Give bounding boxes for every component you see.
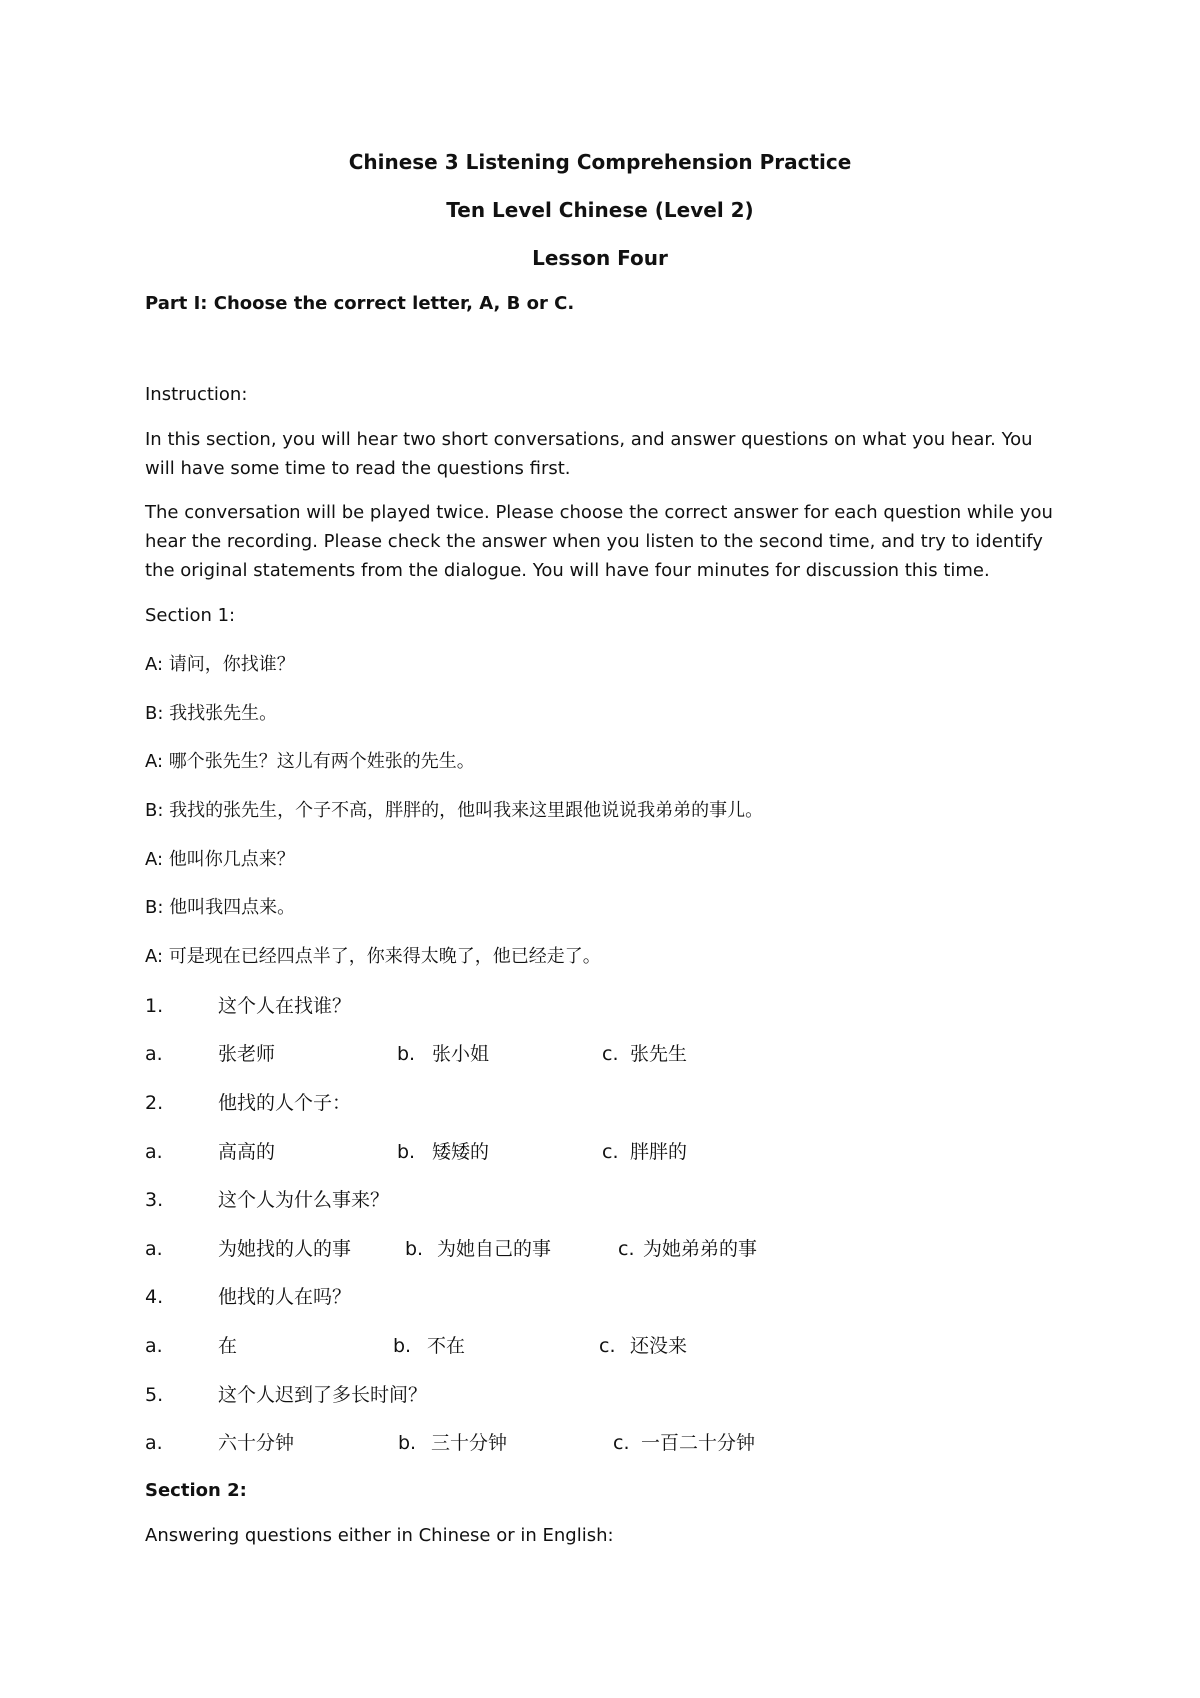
dialogue-line: B: 我找的张先生，个子不高，胖胖的，他叫我来这里跟他说说我弟弟的事儿。 [145,800,764,821]
instruction-paragraph-2: The conversation will be played twice. Please choose the correct answer for each question while you hear the recording. Please check the answer when you listen to the second time, and try to identify the original statements from the dialogue. You will have four minutes for discussion this time. [145,502,1053,581]
option-c: c. 为她弟弟的事 [618,1238,758,1260]
dialogue-line: A: 可是现在已经四点半了，你来得太晚了，他已经走了。 [145,946,601,967]
question-number: 4. [145,1286,164,1308]
dialogue-line: A: 他叫你几点来？ [145,849,295,870]
option-c: c. 胖胖的 [602,1141,688,1163]
question-number: 5. [145,1384,164,1406]
option-c: c. 还没来 [599,1335,688,1357]
dialogue-line: B: 我找张先生。 [145,703,278,724]
option-b: b. 三十分钟 [398,1432,508,1454]
option-c: c. 张先生 [602,1043,688,1065]
option-a: a. 在 [145,1335,238,1357]
dialogue-line: A: 请问，你找谁？ [145,654,295,675]
instruction-paragraph-1: In this section, you will hear two short conversations, and answer questions on what you hear. You will have some time to read the questions first. [145,429,1033,479]
option-a: a. 高高的 [145,1141,276,1163]
option-b: b. 不在 [393,1335,466,1357]
part-heading: Part I: Choose the correct letter, A, B or C. [145,293,575,314]
instruction-label: Instruction: [145,384,248,405]
question-text: 这个人在找谁？ [218,995,352,1017]
document-subtitle: Ten Level Chinese (Level 2) [446,198,754,222]
option-a: a. 六十分钟 [145,1432,295,1454]
document-title: Chinese 3 Listening Comprehension Practice [348,150,852,174]
question-text: 他找的人在吗？ [218,1286,352,1308]
option-b: b. 矮矮的 [397,1141,490,1163]
dialogue-line: B: 他叫我四点来。 [145,897,296,918]
option-c: c. 一百二十分钟 [613,1432,756,1454]
section-2-label: Section 2: [145,1480,247,1501]
option-b: b. 张小姐 [397,1043,490,1065]
question-text: 他找的人个子： [218,1092,352,1114]
question-number: 2. [145,1092,164,1114]
section-2-prompt: Answering questions either in Chinese or in English: [145,1525,614,1546]
option-a: a. 为她找的人的事 [145,1238,352,1260]
option-b: b. 为她自己的事 [405,1238,552,1260]
option-a: a. 张老师 [145,1043,276,1065]
question-number: 1. [145,995,164,1017]
section-1-label: Section 1: [145,605,236,626]
question-text: 这个人迟到了多长时间？ [218,1384,428,1406]
question-number: 3. [145,1189,164,1211]
lesson-title: Lesson Four [532,246,668,270]
question-text: 这个人为什么事来？ [218,1189,390,1211]
dialogue-line: A: 哪个张先生？这儿有两个姓张的先生。 [145,751,475,772]
